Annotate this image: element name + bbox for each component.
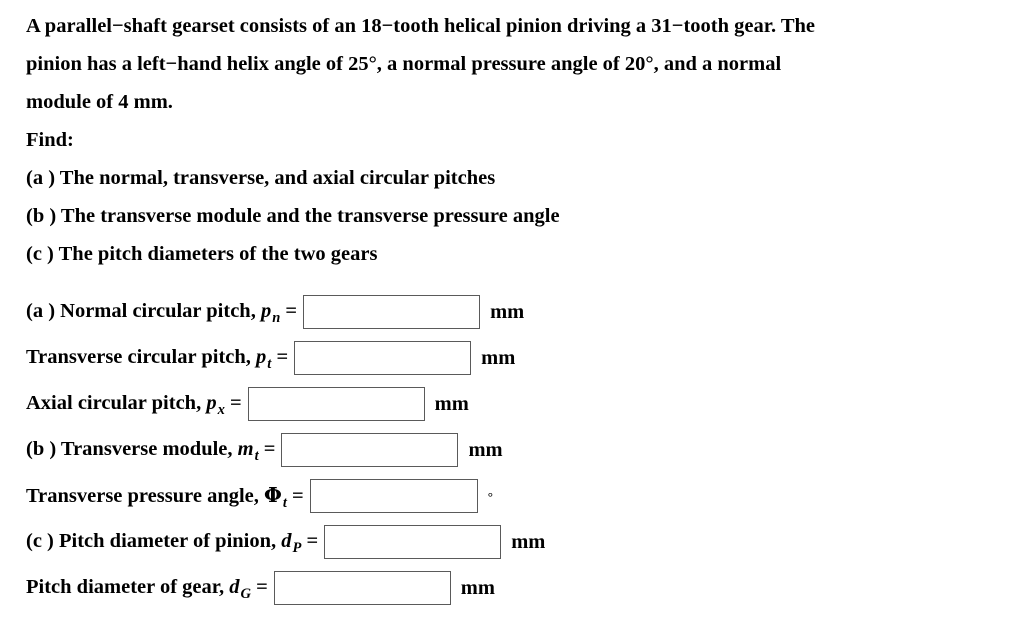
answer-row-transverse-circular-pitch [26, 335, 1024, 381]
find-label: Find: [26, 128, 74, 151]
answer-row-normal-circular-pitch [26, 289, 1024, 335]
label-transverse-module: (b ) Transverse module, $m_t$ = [26, 437, 276, 464]
problem-statement-line-2: pinion has a left−hand helix angle of 25°, a normal pressure angle of 20°, and a normal [26, 52, 782, 75]
problem-part-b: (b ) The transverse module and the transverse pressure angle [26, 204, 560, 227]
input-transverse-circular-pitch[interactable] [294, 341, 471, 375]
unit-normal-circular-pitch: mm [490, 300, 525, 323]
problem-parts-list [26, 160, 1024, 274]
answer-row-transverse-module [26, 427, 1024, 473]
label-pitch-diameter-pinion: (c ) Pitch diameter of pinion, $d_P$ = [26, 529, 319, 556]
label-transverse-pressure-angle: Transverse pressure angle, $\Phi_t$ = [26, 482, 304, 511]
answer-row-pitch-diameter-gear [26, 565, 1024, 611]
answer-fields [26, 289, 1024, 611]
unit-pitch-diameter-pinion: mm [511, 530, 546, 553]
answer-row-transverse-pressure-angle [26, 473, 1024, 519]
unit-axial-circular-pitch: mm [434, 392, 469, 415]
label-pitch-diameter-gear: Pitch diameter of gear, $d_G$ = [26, 575, 268, 602]
input-pitch-diameter-gear[interactable] [274, 571, 451, 605]
answer-row-axial-circular-pitch [26, 381, 1024, 427]
unit-transverse-circular-pitch: mm [481, 346, 516, 369]
input-pitch-diameter-pinion[interactable] [324, 525, 501, 559]
label-transverse-circular-pitch: Transverse circular pitch, $p_t$ = [26, 345, 289, 372]
problem-statement-line-1: A parallel−shaft gearset consists of an 18−tooth helical pinion driving a 31−tooth gear. The [26, 15, 816, 37]
problem-part-a: (a ) The normal, transverse, and axial circular pitches [26, 166, 496, 189]
unit-transverse-pressure-angle: ° [487, 488, 493, 504]
input-normal-circular-pitch[interactable] [303, 295, 480, 329]
unit-transverse-module: mm [468, 438, 503, 461]
problem-statement-line-3: module of 4 mm. [26, 90, 173, 113]
answer-row-pitch-diameter-pinion [26, 519, 1024, 565]
problem-part-c: (c ) The pitch diameters of the two gears [26, 242, 378, 265]
input-transverse-module[interactable] [281, 433, 458, 467]
label-normal-circular-pitch: (a ) Normal circular pitch, $p_n$ = [26, 299, 298, 326]
label-axial-circular-pitch: Axial circular pitch, $p_x$ = [26, 391, 242, 418]
unit-pitch-diameter-gear: mm [460, 576, 495, 599]
problem-statement [26, 8, 1010, 122]
input-axial-circular-pitch[interactable] [248, 387, 425, 421]
input-transverse-pressure-angle[interactable] [310, 479, 478, 513]
